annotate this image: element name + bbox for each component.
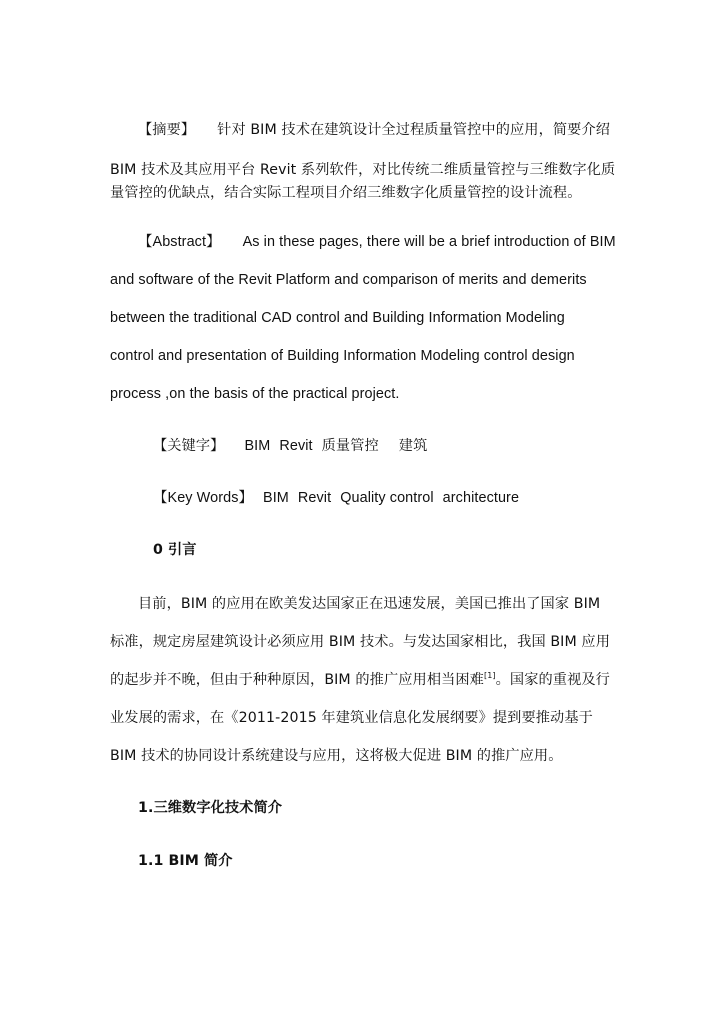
- abstract-cn-line-2: BIM 技术及其应用平台 Revit 系列软件，对比传统二维质量管控与三维数字化质: [110, 162, 616, 178]
- keywords-cn: [153, 436, 427, 456]
- abstract-en-line-3: between the traditional CAD control and Building Information Modeling: [110, 310, 565, 326]
- keyword-cn-1: BIM: [244, 438, 271, 454]
- keyword-en-4: architecture: [442, 490, 520, 506]
- keyword-cn-3: 质量管控: [321, 438, 379, 454]
- abstract-en-line-2: and software of the Revit Platform and comparison of merits and demerits: [110, 272, 587, 288]
- section-0-line-3-text-a: 的起步并不晚，但由于种种原因，BIM 的推广应用相当困难: [110, 672, 484, 688]
- keywords-en: [153, 488, 519, 508]
- abstract-cn-line-3: 量管控的优缺点，结合实际工程项目介绍三维数字化质量管控的设计流程。: [110, 185, 582, 201]
- abstract-cn-text-1: 针对 BIM 技术在建筑设计全过程质量管控中的应用，简要介绍: [217, 122, 611, 138]
- section-0-heading: 0 引言: [153, 542, 197, 558]
- citation-ref-1: [1]: [483, 671, 496, 680]
- section-1-1-heading: 1.1 BIM 简介: [138, 853, 233, 869]
- keyword-en-3: Quality control: [340, 490, 434, 506]
- keyword-en-2: Revit: [297, 490, 332, 506]
- abstract-en-line-5: process ,on the basis of the practical project.: [110, 386, 400, 402]
- section-0-line-3-text-b: 。国家的重视及行: [495, 672, 610, 688]
- keywords-cn-label: 【关键字】: [153, 438, 225, 454]
- abstract-cn-label: 【摘要】: [138, 122, 196, 138]
- abstract-en-line-1: [138, 232, 616, 252]
- keywords-en-label: 【Key Words】: [153, 490, 253, 506]
- section-0-line-3: [110, 670, 610, 690]
- abstract-en-text-1: As in these pages, there will be a brief introduction of BIM: [242, 234, 616, 250]
- abstract-cn-line-1: [138, 120, 610, 140]
- section-0-line-4: 业发展的需求，在《2011-2015 年建筑业信息化发展纲要》提到要推动基于: [110, 710, 593, 726]
- section-0-line-1: 目前，BIM 的应用在欧美发达国家正在迅速发展，美国已推出了国家 BIM: [138, 596, 601, 612]
- keyword-cn-4: 建筑: [398, 438, 428, 454]
- keyword-cn-2: Revit: [279, 438, 313, 454]
- keyword-en-1: BIM: [263, 490, 289, 506]
- abstract-en-line-4: control and presentation of Building Information Modeling control design: [110, 348, 575, 364]
- section-1-heading: 1.三维数字化技术简介: [138, 800, 283, 816]
- section-0-line-2: 标准，规定房屋建筑设计必须应用 BIM 技术。与发达国家相比，我国 BIM 应用: [110, 634, 610, 650]
- abstract-en-label: 【Abstract】: [138, 234, 221, 250]
- section-0-line-5: BIM 技术的协同设计系统建设与应用，这将极大促进 BIM 的推广应用。: [110, 748, 563, 764]
